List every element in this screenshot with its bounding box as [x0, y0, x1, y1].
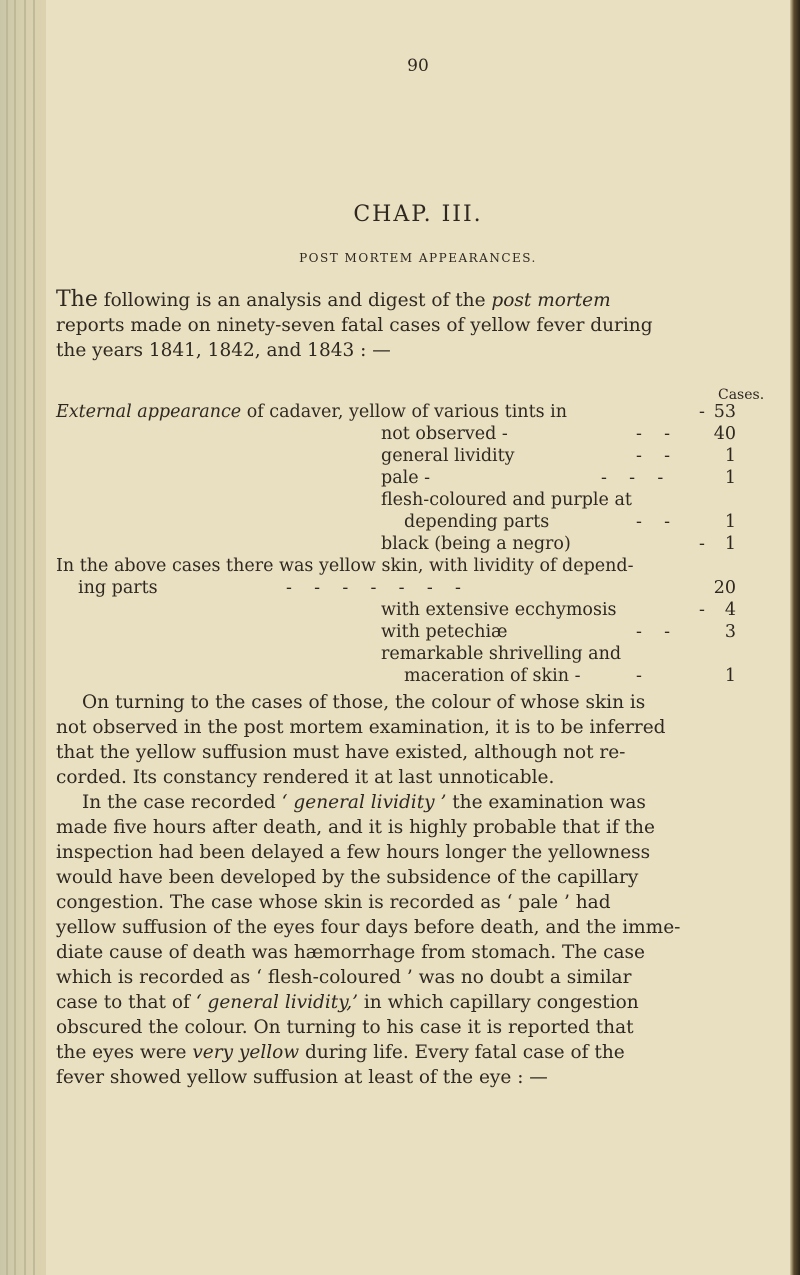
row-leader-dashes: - - - — [601, 468, 664, 488]
row-case-count: 1 — [724, 468, 736, 488]
body-line: not observed in the post mortem examination, it is to be inferred — [56, 717, 666, 738]
row-leader-dashes: - — [636, 666, 642, 686]
table-row — [46, 468, 790, 489]
row-label: with extensive ecchymosis — [381, 600, 617, 620]
table-row — [46, 622, 790, 643]
body-line: case to that of ‘ general lividity,’ in which capillary congestion — [56, 992, 639, 1013]
table-row — [46, 424, 790, 445]
row-case-count: 1 — [724, 534, 736, 554]
row-case-count: 20 — [713, 578, 736, 598]
row-case-count: 1 — [724, 446, 736, 466]
row-case-count: 40 — [713, 424, 736, 444]
body-line: would have been developed by the subsidence of the capillary — [56, 867, 639, 888]
table-row — [46, 446, 790, 467]
row-label: depending parts — [404, 512, 550, 532]
body-line: diate cause of death was hæmorrhage from stomach. The case — [56, 942, 645, 963]
row-case-count: 1 — [724, 512, 736, 532]
table-row — [46, 490, 790, 511]
row-leader-dashes: - - — [636, 424, 671, 444]
body-text — [56, 690, 771, 1090]
row-label: External appearance of cadaver, yellow of various tints in — [56, 402, 568, 422]
intro-small-caps: The — [56, 287, 98, 312]
scan-gutter-left — [0, 0, 46, 1275]
table-row — [46, 666, 790, 687]
body-line: inspection had been delayed a few hours longer the yellowness — [56, 842, 651, 863]
row-leader-dashes: - - - - - - - — [286, 578, 461, 598]
row-case-count: 1 — [724, 666, 736, 686]
table-row — [46, 556, 790, 577]
row-label: black (being a negro) — [381, 534, 571, 554]
body-line: which is recorded as ‘ flesh-coloured ’ was no doubt a similar — [56, 967, 632, 988]
row-case-count: 53 — [713, 402, 736, 422]
body-line: obscured the colour. On turning to his case it is reported that — [56, 1017, 634, 1038]
table-row — [46, 512, 790, 533]
row-leader-dashes: - - — [636, 512, 671, 532]
body-line: In the case recorded ‘ general lividity ’ the examination was — [82, 792, 646, 813]
row-label: with petechiæ — [381, 622, 508, 642]
table-row — [46, 644, 790, 665]
row-label: maceration of skin - — [404, 666, 581, 686]
row-leader-dashes: - — [699, 534, 705, 554]
italic-phrase: ‘ general lividity,’ — [195, 992, 358, 1013]
section-heading: POST MORTEM APPEARANCES. — [299, 251, 537, 265]
intro-paragraph — [56, 287, 771, 363]
intro-line: the years 1841, 1842, and 1843 : — — [56, 340, 391, 361]
row-label: remarkable shrivelling and — [381, 644, 622, 664]
body-line: fever showed yellow suffusion at least of the eye : — — [56, 1067, 548, 1088]
body-line: yellow suffusion of the eyes four days before death, and the imme- — [56, 917, 681, 938]
row-leader-dashes: - — [699, 402, 705, 422]
page-number: 90 — [407, 56, 429, 76]
row-case-count: 3 — [724, 622, 736, 642]
body-line: the eyes were very yellow during life. Every fatal case of the — [56, 1042, 625, 1063]
row-label: pale - — [381, 468, 431, 488]
italic-phrase: ‘ general lividity ’ — [281, 792, 447, 813]
body-line: made five hours after death, and it is highly probable that if the — [56, 817, 655, 838]
body-line: that the yellow suffusion must have existed, although not re- — [56, 742, 626, 763]
row-label: flesh-coloured and purple at — [381, 490, 632, 510]
table-row — [46, 600, 790, 621]
book-page — [46, 0, 790, 1275]
body-line: congestion. The case whose skin is recorded as ‘ pale ’ had — [56, 892, 611, 913]
table-row — [46, 402, 790, 423]
row-label-italic: External appearance — [56, 402, 242, 422]
book-edge-right — [790, 0, 800, 1275]
row-label: In the above cases there was yellow skin, with lividity of depend- — [56, 556, 634, 576]
row-case-count: 4 — [724, 600, 736, 620]
chapter-heading: CHAP. III. — [353, 202, 483, 227]
table-row — [46, 534, 790, 555]
intro-line: reports made on ninety-seven fatal cases of yellow fever during — [56, 315, 653, 336]
intro-line: The following is an analysis and digest of the post mortem — [56, 287, 611, 312]
cases-column-header: Cases. — [718, 387, 765, 403]
body-line: On turning to the cases of those, the colour of whose skin is — [82, 692, 646, 713]
italic-phrase: very yellow — [192, 1042, 300, 1063]
row-label: general lividity — [381, 446, 515, 466]
row-leader-dashes: - - — [636, 622, 671, 642]
row-leader-dashes: - — [699, 600, 705, 620]
body-line: corded. Its constancy rendered it at last unnoticable. — [56, 767, 555, 788]
row-label: not observed - — [381, 424, 508, 444]
row-label: ing parts — [78, 578, 158, 598]
row-leader-dashes: - - — [636, 446, 671, 466]
table-row — [46, 578, 790, 599]
